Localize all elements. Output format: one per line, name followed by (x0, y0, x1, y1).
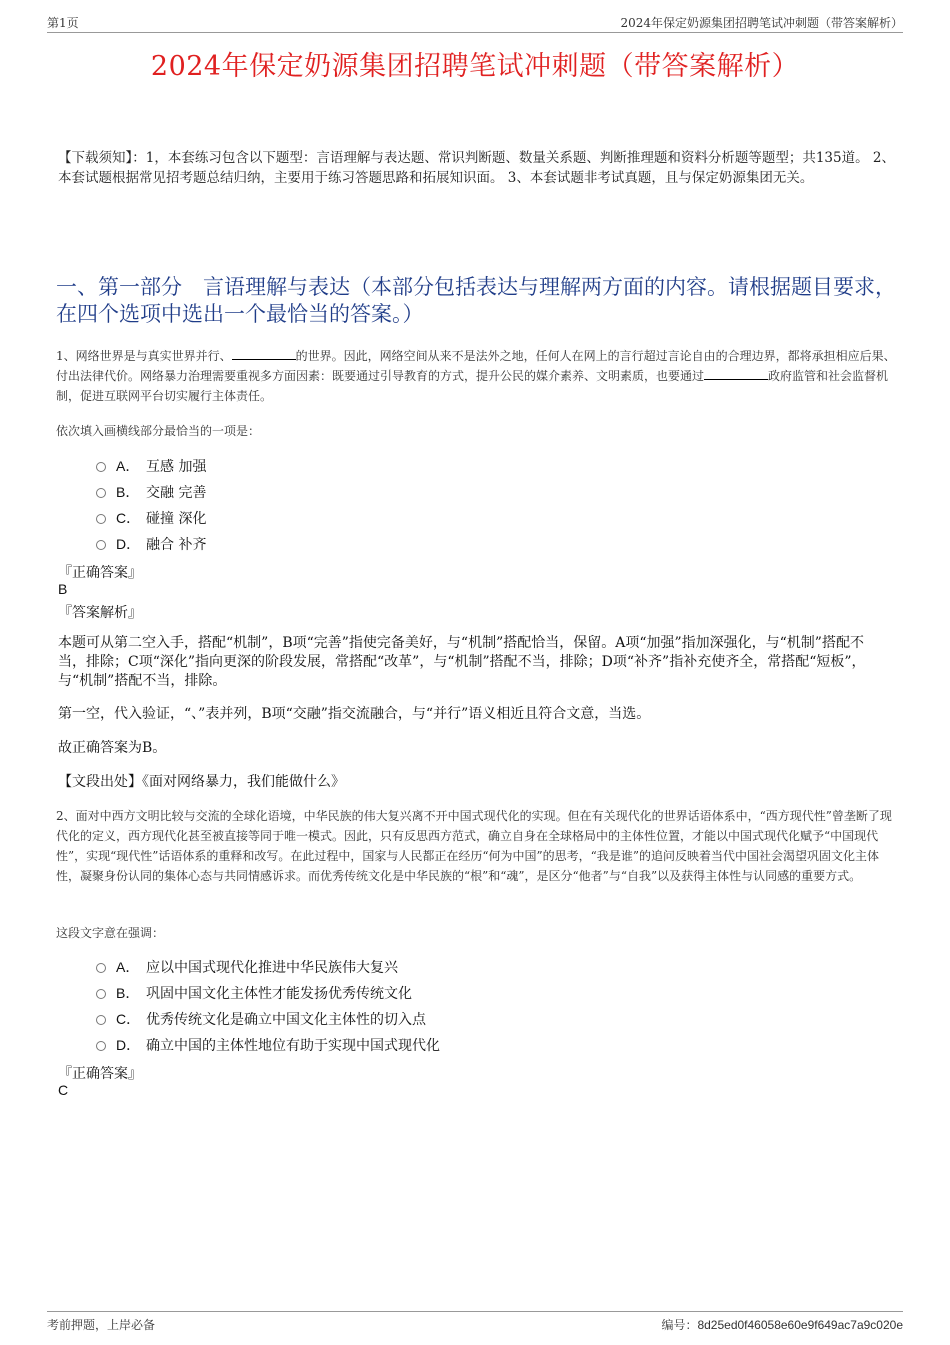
question-1-text-part-b: 的世界。因此，网络空间从来不是法外之地，任何人在网上的言行超过言论自由的合理边界，都将承担相应后果、付出法律代价。网络暴力治理需要重视多方面因素：既要通过引导教育的方式，提升公民的媒介素养、文明素质，也要通过 (56, 349, 896, 383)
option-text: 确立中国的主体性地位有助于实现中国式现代化 (146, 1038, 440, 1054)
option-d[interactable] (96, 531, 796, 557)
header-doc-title: 2024年保定奶源集团招聘笔试冲刺题（带答案解析） (620, 16, 903, 30)
option-key: C． (116, 1011, 141, 1027)
option-text: 应以中国式现代化推进中华民族伟大复兴 (146, 960, 398, 976)
option-b[interactable] (96, 980, 796, 1006)
question-1-prompt: 依次填入画横线部分最恰当的一项是： (56, 424, 261, 438)
footer-slogan: 考前押题，上岸必备 (47, 1318, 156, 1332)
option-text: 交融 完善 (146, 485, 207, 501)
question-1-text-part-a: 1、网络世界是与真实世界并行、 (56, 349, 232, 363)
radio-icon[interactable] (96, 462, 106, 472)
option-text: 优秀传统文化是确立中国文化主体性的切入点 (146, 1012, 426, 1028)
radio-icon[interactable] (96, 514, 106, 524)
option-key: A． (116, 458, 140, 474)
option-b[interactable] (96, 479, 796, 505)
radio-icon[interactable] (96, 540, 106, 550)
option-key: D． (116, 536, 141, 552)
option-key: C． (116, 510, 141, 526)
option-a[interactable] (96, 453, 796, 479)
document-code (661, 1316, 903, 1333)
question-1-text-part-c: 政府监管和社会监督机制，促进互联网平台切实履行主体责任。 (56, 369, 889, 403)
correct-answer-label: 『正确答案』 (58, 565, 142, 581)
question-1-text (56, 346, 898, 406)
question-2-prompt: 这段文字意在强调： (56, 926, 165, 940)
analysis-label: 『答案解析』 (58, 605, 142, 621)
option-a[interactable] (96, 954, 796, 980)
option-c[interactable] (96, 1006, 796, 1032)
analysis-paragraph-1: 本题可从第二空入手，搭配“机制”，B项“完善”指使完备美好，与“机制”搭配恰当，保留。A项“加强”指加深强化，与“机制”搭配不当，排除；C项“深化”指向更深的阶段发展，常搭配“改革”，与“机制”搭配不当，排除；D项“补齐”指补充使齐全，常搭配“短板”，与“机制”搭配不当，排除。 (58, 635, 866, 689)
radio-icon[interactable] (96, 963, 106, 973)
correct-answer: C (58, 1082, 69, 1098)
analysis-paragraph-3: 故正确答案为B。 (58, 740, 167, 756)
radio-icon[interactable] (96, 1041, 106, 1051)
option-d[interactable] (96, 1032, 796, 1058)
option-text: 巩固中国文化主体性才能发扬优秀传统文化 (146, 986, 412, 1002)
radio-icon[interactable] (96, 1015, 106, 1025)
option-c[interactable] (96, 505, 796, 531)
option-key: B． (116, 985, 140, 1001)
option-text: 互感 加强 (146, 459, 207, 475)
page-footer (47, 1311, 903, 1336)
question-2-text: 2、面对中西方文明比较与交流的全球化语境，中华民族的伟大复兴离不开中国式现代化的实现。但在有关现代化的世界话语体系中，“西方现代性”曾垄断了现代化的定义，西方现代化甚至被直接等同于唯一模式。因此，只有反思西方范式，确立自身在全球格局中的主体性位置，才能以中国式现代化赋予“中国现代性”，实现“现代性”话语体系的重释和改写。在此过程中，国家与人民都正在经历“何为中国”的思考，“我是谁”的追问反映着当代中国社会渴望巩固文化主体性，凝聚身份认同的集体心态与共同情感诉求。而优秀传统文化是中华民族的“根”和“魂”，是区分“他者”与“自我”以及获得主体性与认同感的重要方式。 (56, 809, 892, 883)
blank-1 (232, 347, 296, 360)
option-text: 融合 补齐 (146, 537, 207, 553)
source-citation: 【文段出处】《面对网络暴力，我们能做什么》 (58, 774, 345, 790)
correct-answer-label: 『正确答案』 (58, 1066, 142, 1082)
option-key: A． (116, 959, 140, 975)
correct-answer: B (58, 581, 68, 597)
radio-icon[interactable] (96, 488, 106, 498)
code-label: 编号： (661, 1318, 698, 1332)
option-key: D． (116, 1037, 141, 1053)
section-heading: 一、第一部分 言语理解与表达（本部分包括表达与理解两方面的内容。请根据题目要求，在四个选项中选出一个最恰当的答案。） (56, 275, 896, 326)
radio-icon[interactable] (96, 989, 106, 999)
code-value: 8d25ed0f46058e60e9f649ac7a9c020e (697, 1318, 903, 1332)
option-key: B． (116, 484, 140, 500)
blank-2 (704, 367, 768, 380)
option-text: 碰撞 深化 (146, 511, 207, 527)
question-1-options (96, 453, 796, 557)
page-number: 第1页 (47, 16, 79, 30)
download-notice: 【下载须知】：1，本套练习包含以下题型：言语理解与表达题、常识判断题、数量关系题、判断推理题和资料分析题等题型；共135道。 2、本套试题根据常见招考题总结归纳，主要用于练习答题思路和拓展知识面。 3、本套试题非考试真题，且与保定奶源集团无关。 (58, 150, 895, 186)
analysis-paragraph-2: 第一空，代入验证，“、”表并列，B项“交融”指交流融合，与“并行”语义相近且符合文意，当选。 (58, 706, 651, 722)
page-header (47, 12, 903, 33)
page-title: 2024年保定奶源集团招聘笔试冲刺题（带答案解析） (150, 51, 800, 82)
question-2-options (96, 954, 796, 1058)
